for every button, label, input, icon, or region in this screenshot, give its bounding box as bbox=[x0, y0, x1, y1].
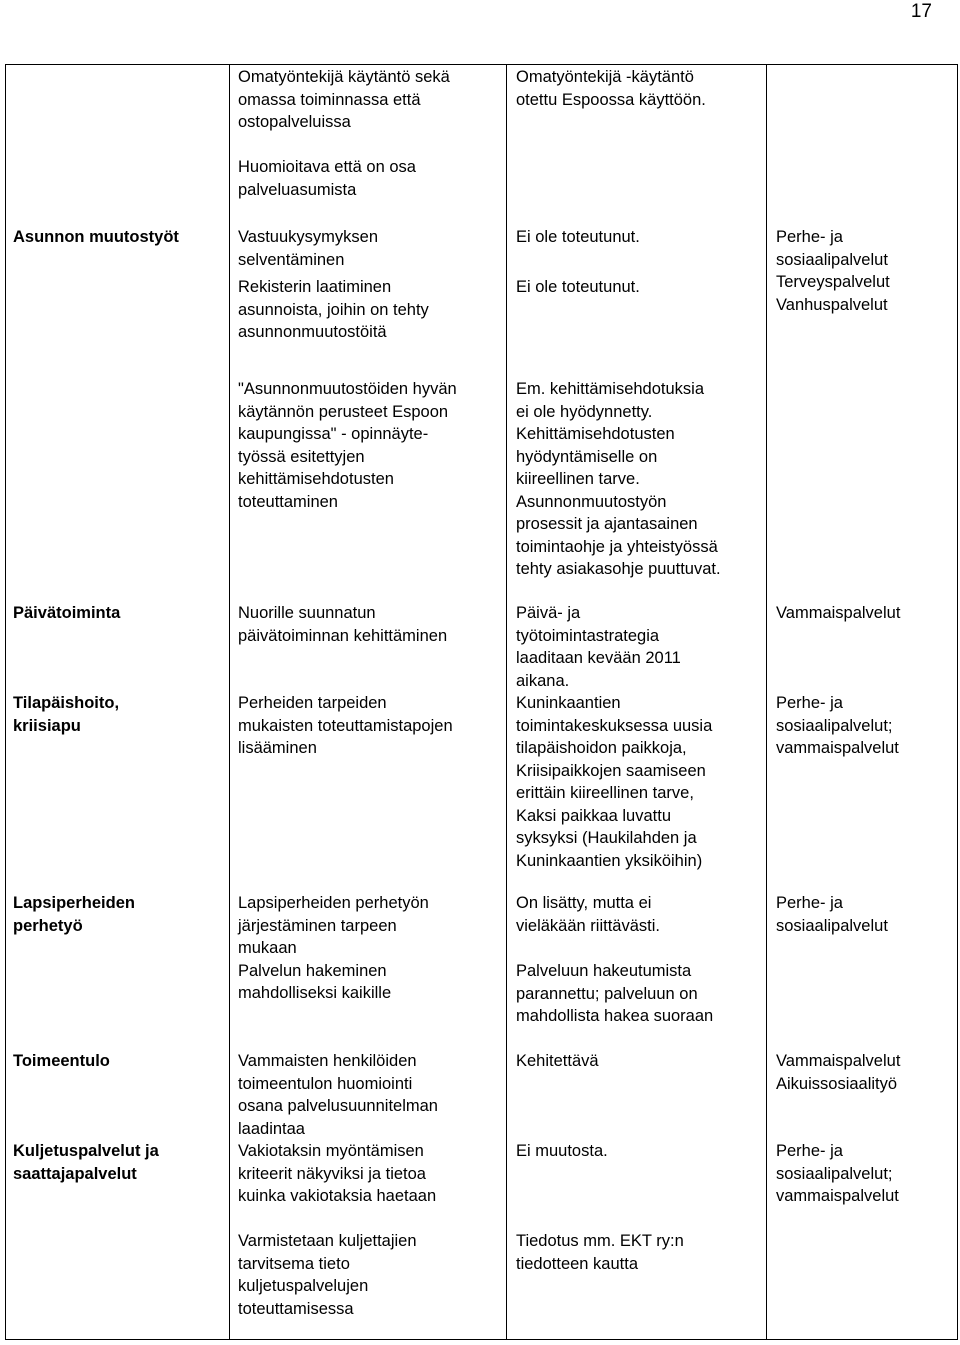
status-line: tiedotteen kautta bbox=[516, 1254, 639, 1273]
responsible-line: Perhe- ja bbox=[776, 894, 843, 912]
status-paivatoiminta bbox=[516, 602, 681, 692]
goal-line: päivätoiminnan kehittäminen bbox=[238, 626, 448, 645]
responsible-line: sosiaalipalvelut bbox=[776, 916, 888, 935]
goal-line: Omatyöntekijä käytäntö sekä bbox=[238, 68, 450, 86]
goal-line: kuljetuspalvelujen bbox=[238, 1277, 369, 1295]
goal-vastuukysymys bbox=[238, 226, 378, 271]
goal-line: Varmistetaan kuljettajien bbox=[238, 1232, 417, 1250]
goal-line: Nuorille suunnatun bbox=[238, 604, 376, 622]
status-line: Em. kehittämisehdotuksia bbox=[516, 380, 705, 398]
status-line: otettu Espoossa käyttöön. bbox=[516, 90, 706, 109]
status-perhetyo bbox=[516, 892, 660, 937]
goal-line: työssä esitettyjen bbox=[238, 447, 365, 466]
status-line: vieläkään riittävästi. bbox=[516, 916, 660, 935]
status-kuljettajien-tieto bbox=[516, 1230, 684, 1275]
table-border-left bbox=[5, 64, 6, 1340]
goal-line: kriteerit näkyviksi ja tietoa bbox=[238, 1164, 426, 1183]
table-column-divider bbox=[766, 64, 767, 1340]
topic-asunnon-muutostyot: Asunnon muutostyöt bbox=[13, 228, 179, 246]
goal-line: Huomioitava että on osa bbox=[238, 158, 416, 176]
goal-perhetyo bbox=[238, 892, 429, 1005]
status-line: On lisätty, mutta ei bbox=[516, 894, 652, 912]
table-column-divider bbox=[229, 64, 230, 1340]
goal-line: Vastuukysymyksen bbox=[238, 228, 378, 246]
status-line: laaditaan kevään 2011 bbox=[516, 649, 681, 667]
goal-line: asunnoista, joihin on tehty bbox=[238, 300, 429, 319]
goal-rekisteri bbox=[238, 276, 429, 344]
goal-line: Vakiotaksin myöntämisen bbox=[238, 1142, 424, 1160]
status-line: kiireellinen tarve. bbox=[516, 470, 640, 488]
goal-line: laadintaa bbox=[238, 1119, 305, 1138]
goal-line: käytännön perusteet Espoon bbox=[238, 402, 449, 421]
status-line: toimintakeskuksessa uusia bbox=[516, 716, 713, 735]
status-line: Kuninkaantien bbox=[516, 694, 621, 712]
goal-line: Perheiden tarpeiden bbox=[238, 694, 387, 712]
goal-line: kuinka vakiotaksia haetaan bbox=[238, 1187, 437, 1205]
status-line: parannettu; palveluun on bbox=[516, 984, 698, 1003]
status-line: tilapäishoidon paikkoja, bbox=[516, 739, 687, 757]
status-rekisteri: Ei ole toteutunut. bbox=[516, 278, 640, 296]
responsible-line: Vammaispalvelut bbox=[776, 1052, 901, 1070]
goal-line: mukaisten toteuttamistapojen bbox=[238, 716, 453, 735]
goal-line: selventäminen bbox=[238, 250, 345, 269]
topic-toimeentulo: Toimeentulo bbox=[13, 1052, 110, 1070]
goal-line: osana palvelusuunnitelman bbox=[238, 1097, 438, 1115]
goal-toimeentulo bbox=[238, 1050, 438, 1140]
responsible-line: Terveyspalvelut bbox=[776, 273, 890, 291]
goal-line: mahdolliseksi kaikille bbox=[238, 984, 392, 1002]
goal-line: mukaan bbox=[238, 939, 297, 957]
goal-line: palveluasumista bbox=[238, 180, 357, 199]
responsible-line: sosiaalipalvelut; bbox=[776, 716, 893, 735]
status-line: tehty asiakasohje puuttuvat. bbox=[516, 560, 721, 578]
status-line: prosessit ja ajantasainen bbox=[516, 515, 698, 533]
responsible-line: sosiaalipalvelut bbox=[776, 250, 888, 269]
responsible-kuljetuspalvelut bbox=[776, 1140, 899, 1208]
status-opinnaytetyo bbox=[516, 378, 721, 581]
status-vakiotaksi: Ei muutosta. bbox=[516, 1142, 608, 1160]
goal-opinnaytetyo bbox=[238, 378, 457, 513]
status-line: aikana. bbox=[516, 671, 570, 690]
responsible-line: vammaispalvelut bbox=[776, 739, 899, 757]
goal-note-palveluasuminen bbox=[238, 156, 416, 201]
goal-line: toimeentulon huomiointi bbox=[238, 1074, 413, 1093]
topic-line: Tilapäishoito, bbox=[13, 694, 120, 712]
status-line: Kriisipaikkojen saamiseen bbox=[516, 761, 706, 780]
goal-line: toteuttaminen bbox=[238, 492, 338, 511]
status-toimeentulo: Kehitettävä bbox=[516, 1052, 599, 1070]
goal-line: omassa toiminnassa että bbox=[238, 90, 421, 109]
responsible-line: sosiaalipalvelut; bbox=[776, 1164, 893, 1183]
topic-line: Kuljetuspalvelut ja bbox=[13, 1142, 159, 1160]
table-border-bottom bbox=[5, 1339, 958, 1340]
status-vastuukysymys: Ei ole toteutunut. bbox=[516, 228, 640, 246]
goal-tilapaishoito bbox=[238, 692, 453, 760]
responsible-perhetyo bbox=[776, 892, 888, 937]
goal-line: Palvelun hakeminen bbox=[238, 961, 387, 980]
topic-lapsiperheiden-perhetyo bbox=[13, 892, 135, 937]
status-line: erittäin kiireellinen tarve, bbox=[516, 784, 694, 802]
status-line: Omatyöntekijä -käytäntö bbox=[516, 68, 694, 86]
status-line: mahdollista hakea suoraan bbox=[516, 1007, 714, 1025]
goal-line: ostopalveluissa bbox=[238, 113, 351, 131]
status-line: Asunnonmuutostyön bbox=[516, 492, 667, 511]
goal-line: kaupungissa" - opinnäyte- bbox=[238, 425, 429, 443]
topic-line: kriisiapu bbox=[13, 716, 81, 735]
responsible-line: Aikuissosiaalityö bbox=[776, 1074, 898, 1093]
status-line: syksyksi (Haukilahden ja bbox=[516, 829, 697, 847]
goal-line: järjestäminen tarpeen bbox=[238, 916, 397, 935]
goal-line: lisääminen bbox=[238, 739, 317, 757]
goal-omatyontekija bbox=[238, 66, 450, 134]
status-line: Kaksi paikkaa luvattu bbox=[516, 806, 672, 825]
goal-line: Rekisterin laatiminen bbox=[238, 278, 392, 296]
goal-paivatoiminta bbox=[238, 602, 447, 647]
topic-tilapaishoito bbox=[13, 692, 119, 737]
status-line: ei ole hyödynnetty. bbox=[516, 402, 653, 421]
status-line: Kehittämisehdotusten bbox=[516, 425, 675, 443]
table-column-divider bbox=[506, 64, 507, 1340]
responsible-line: Perhe- ja bbox=[776, 1142, 843, 1160]
status-line: Kuninkaantien yksiköihin) bbox=[516, 851, 703, 870]
goal-vakiotaksi bbox=[238, 1140, 436, 1208]
goal-line: "Asunnonmuutostöiden hyvän bbox=[238, 380, 457, 398]
topic-kuljetuspalvelut bbox=[13, 1140, 159, 1185]
status-tilapaishoito bbox=[516, 692, 712, 872]
table-border-right bbox=[957, 64, 958, 1340]
responsible-line: vammaispalvelut bbox=[776, 1187, 899, 1205]
status-line: Tiedotus mm. EKT ry:n bbox=[516, 1232, 684, 1250]
responsible-line: Vanhuspalvelut bbox=[776, 295, 888, 314]
responsible-line: Perhe- ja bbox=[776, 228, 843, 246]
topic-line: perhetyö bbox=[13, 916, 83, 935]
goal-line: Vammaisten henkilöiden bbox=[238, 1052, 417, 1070]
table-border-top bbox=[5, 64, 958, 65]
goal-line: toteuttamisessa bbox=[238, 1299, 354, 1318]
goal-line: asunnonmuutostöitä bbox=[238, 323, 387, 341]
topic-line: saattajapalvelut bbox=[13, 1164, 137, 1183]
status-palveluun-hakeutuminen bbox=[516, 960, 713, 1028]
goal-line: tarvitsema tieto bbox=[238, 1254, 350, 1273]
status-line: Palveluun hakeutumista bbox=[516, 962, 692, 980]
goal-line: Lapsiperheiden perhetyön bbox=[238, 894, 429, 912]
page-number: 17 bbox=[910, 1, 932, 22]
responsible-asunnon-muutostyot bbox=[776, 226, 890, 316]
status-line: hyödyntämiselle on bbox=[516, 447, 658, 466]
goal-kuljettajien-tieto bbox=[238, 1230, 417, 1320]
status-line: Päivä- ja bbox=[516, 604, 581, 622]
status-line: työtoimintastrategia bbox=[516, 626, 660, 645]
status-omatyontekija bbox=[516, 66, 706, 111]
goal-line: kehittämisehdotusten bbox=[238, 470, 394, 488]
topic-line: Lapsiperheiden bbox=[13, 894, 135, 912]
responsible-line: Perhe- ja bbox=[776, 694, 843, 712]
responsible-paivatoiminta: Vammaispalvelut bbox=[776, 604, 901, 622]
responsible-tilapaishoito bbox=[776, 692, 899, 760]
responsible-toimeentulo bbox=[776, 1050, 900, 1095]
topic-paivatoiminta: Päivätoiminta bbox=[13, 604, 121, 622]
status-line: toimintaohje ja yhteistyössä bbox=[516, 537, 718, 556]
